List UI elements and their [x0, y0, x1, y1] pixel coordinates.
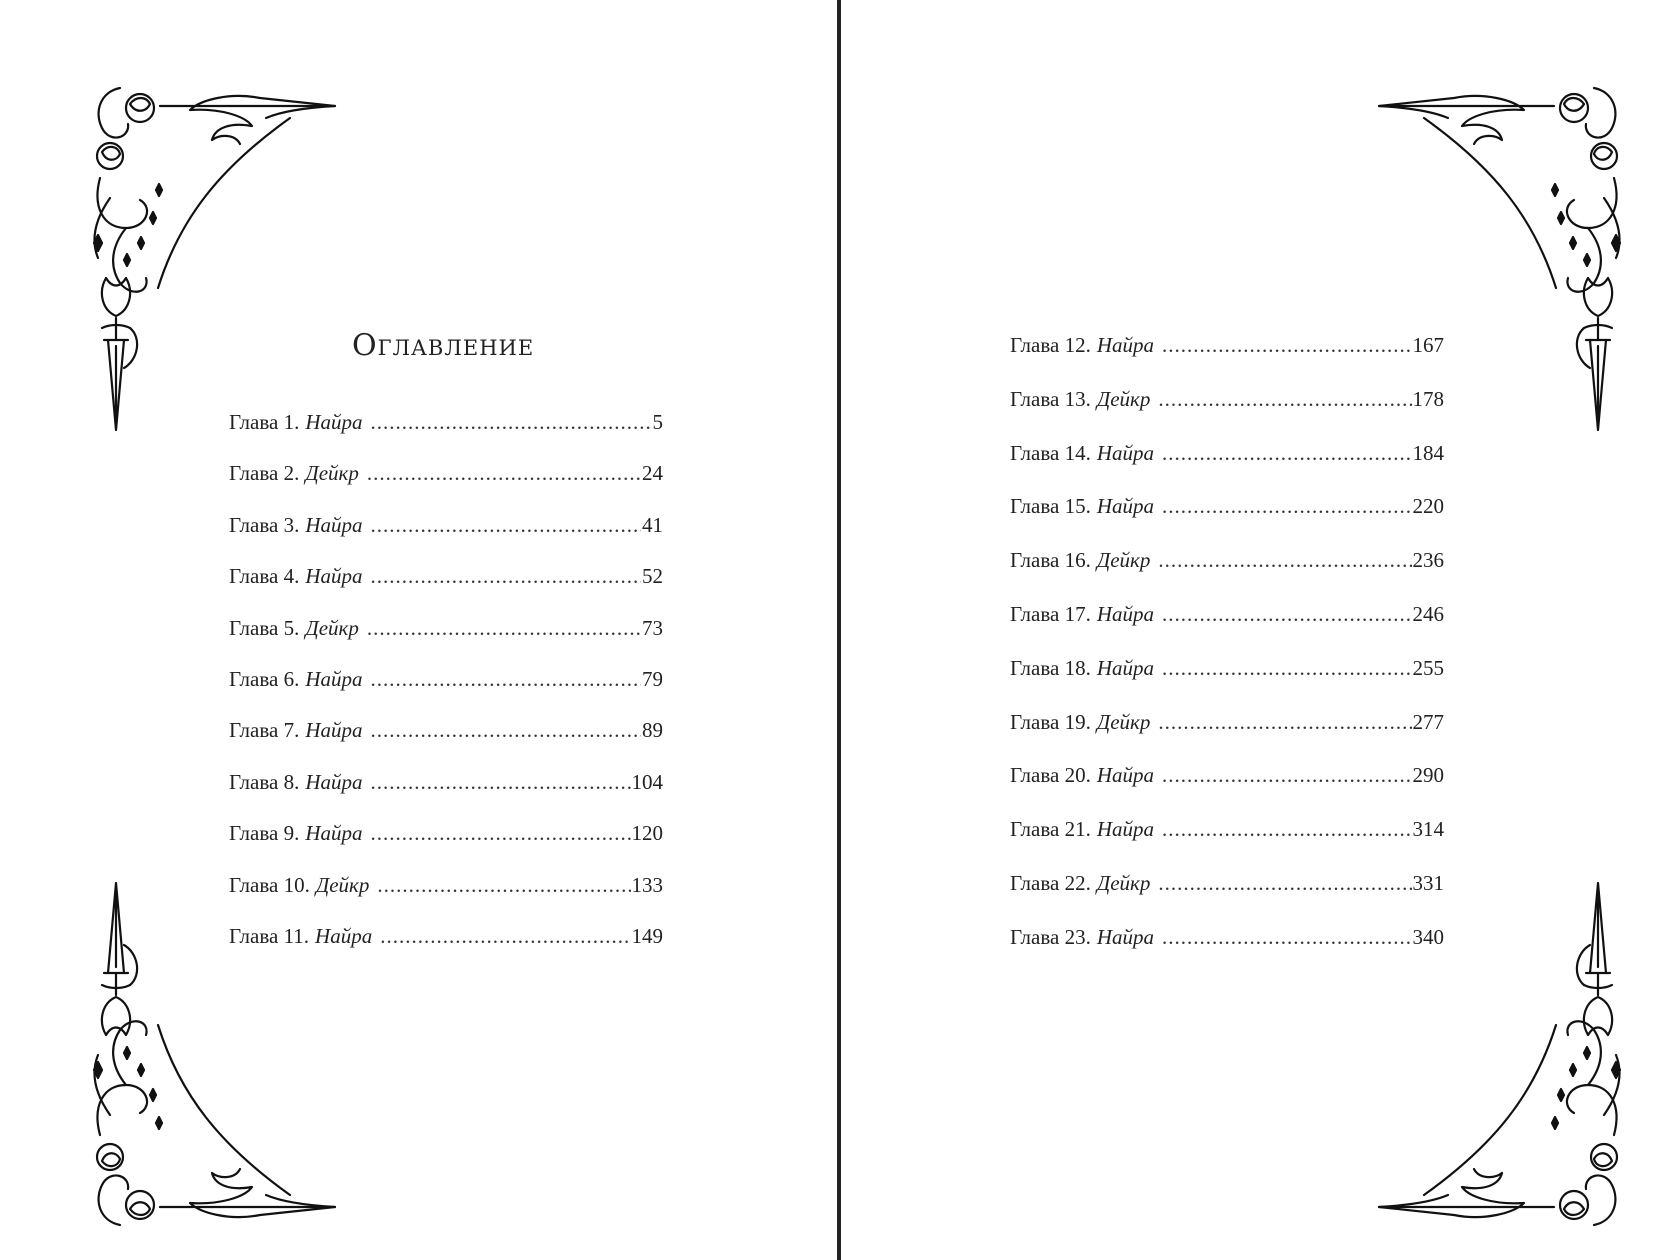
dot-leader — [371, 513, 642, 538]
dot-leader — [1162, 602, 1412, 627]
toc-entry[interactable] — [1010, 656, 1444, 710]
chapter-narrator: Дейкр — [1096, 870, 1151, 895]
chapter-narrator: Найра — [1096, 924, 1154, 949]
page-number: 52 — [642, 564, 663, 589]
page-number: 236 — [1412, 548, 1444, 573]
page-number: 73 — [642, 615, 663, 640]
dot-leader — [1162, 763, 1412, 788]
chapter-narrator: Найра — [1096, 763, 1154, 788]
toc-entry[interactable] — [1010, 763, 1444, 817]
chapter-narrator: Найра — [1096, 601, 1154, 626]
page-number: 104 — [631, 769, 663, 794]
chapter-narrator: Дейкр — [1096, 548, 1151, 573]
toc-entry[interactable] — [229, 410, 663, 461]
toc-entry[interactable] — [229, 821, 663, 872]
chapter-label: Глава 12. — [1010, 333, 1091, 357]
chapter-narrator: Дейкр — [315, 872, 370, 897]
toc-entry[interactable] — [1010, 333, 1444, 387]
page-number: 41 — [642, 512, 663, 537]
chapter-narrator: Найра — [1096, 494, 1154, 519]
chapter-narrator: Найра — [305, 718, 363, 743]
chapter-label: Глава 22. — [1010, 870, 1091, 895]
toc-entry[interactable] — [1010, 871, 1444, 925]
chapter-label: Глава 14. — [1010, 440, 1091, 465]
left-page — [0, 0, 838, 1260]
dot-leader — [371, 410, 652, 435]
toc-entry[interactable] — [229, 924, 663, 975]
chapter-label: Глава 11. — [229, 923, 310, 948]
chapter-narrator: Дейкр — [305, 461, 359, 486]
chapter-narrator: Найра — [1096, 333, 1154, 357]
page-number: 79 — [642, 666, 663, 691]
toc-entry[interactable] — [229, 513, 663, 564]
page-gutter — [837, 0, 841, 1260]
page-number: 220 — [1412, 494, 1444, 519]
chapter-label: Глава 18. — [1010, 655, 1091, 680]
chapter-narrator: Найра — [305, 410, 363, 434]
page-number: 178 — [1412, 386, 1444, 411]
dot-leader — [1162, 656, 1412, 681]
page-number: 5 — [652, 410, 663, 434]
toc-entry[interactable] — [1010, 602, 1444, 656]
toc-entry[interactable] — [1010, 925, 1444, 979]
page-number: 133 — [631, 872, 663, 897]
chapter-label: Глава 6. — [229, 666, 300, 691]
page-number: 331 — [1412, 870, 1444, 895]
page-number: 314 — [1412, 817, 1444, 842]
chapter-label: Глава 4. — [229, 564, 300, 589]
chapter-narrator: Найра — [1096, 440, 1154, 465]
right-page — [842, 0, 1680, 1260]
chapter-narrator: Дейкр — [305, 615, 359, 640]
dot-leader — [1162, 925, 1412, 950]
chapter-label: Глава 13. — [1010, 386, 1091, 411]
toc-entry[interactable] — [229, 718, 663, 769]
dot-leader — [380, 924, 630, 949]
dot-leader — [1162, 494, 1412, 519]
page-number: 24 — [642, 461, 663, 486]
dot-leader — [367, 616, 641, 641]
chapter-narrator: Найра — [305, 564, 363, 589]
chapter-narrator: Найра — [305, 769, 363, 794]
dot-leader — [377, 873, 630, 898]
toc-entry[interactable] — [1010, 441, 1444, 495]
toc-list-left — [229, 410, 663, 975]
toc-list-right — [1010, 333, 1444, 979]
dot-leader — [1158, 548, 1411, 573]
chapter-label: Глава 7. — [229, 718, 300, 743]
chapter-label: Глава 23. — [1010, 924, 1091, 949]
chapter-label: Глава 20. — [1010, 763, 1091, 788]
dot-leader — [371, 821, 631, 846]
chapter-label: Глава 19. — [1010, 709, 1091, 734]
chapter-narrator: Найра — [1096, 817, 1154, 842]
dot-leader — [1158, 871, 1411, 896]
chapter-label: Глава 2. — [229, 461, 300, 486]
chapter-label: Глава 17. — [1010, 601, 1091, 626]
chapter-label: Глава 9. — [229, 821, 300, 846]
page-number: 89 — [642, 718, 663, 743]
dot-leader — [1162, 817, 1412, 842]
toc-entry[interactable] — [229, 616, 663, 667]
dot-leader — [1162, 333, 1412, 358]
chapter-label: Глава 10. — [229, 872, 310, 897]
page-number: 149 — [631, 923, 663, 948]
page-number: 277 — [1412, 709, 1444, 734]
toc-entry[interactable] — [1010, 494, 1444, 548]
chapter-narrator: Дейкр — [1096, 709, 1151, 734]
chapter-label: Глава 3. — [229, 512, 300, 537]
dot-leader — [1162, 441, 1412, 466]
toc-entry[interactable] — [229, 873, 663, 924]
chapter-label: Глава 8. — [229, 769, 300, 794]
page-number: 340 — [1412, 924, 1444, 949]
chapter-narrator: Найра — [315, 923, 373, 948]
chapter-label: Глава 5. — [229, 615, 300, 640]
chapter-label: Глава 1. — [229, 410, 300, 434]
toc-entry[interactable] — [229, 770, 663, 821]
page-number: 246 — [1412, 601, 1444, 626]
chapter-narrator: Найра — [305, 666, 363, 691]
toc-entry[interactable] — [229, 667, 663, 718]
chapter-narrator: Дейкр — [1096, 386, 1151, 411]
chapter-narrator: Найра — [305, 821, 363, 846]
page-number: 167 — [1412, 333, 1444, 357]
dot-leader — [1158, 710, 1411, 735]
toc-title: Оглавление — [352, 328, 535, 363]
toc-entry[interactable] — [229, 461, 663, 512]
dot-leader — [371, 718, 642, 743]
dot-leader — [371, 667, 642, 692]
page-number: 184 — [1412, 440, 1444, 465]
dot-leader — [367, 461, 641, 486]
toc-entry[interactable] — [1010, 548, 1444, 602]
chapter-label: Глава 15. — [1010, 494, 1091, 519]
page-number: 120 — [631, 821, 663, 846]
toc-entry[interactable] — [1010, 710, 1444, 764]
chapter-narrator: Найра — [1096, 655, 1154, 680]
dot-leader — [371, 564, 642, 589]
toc-entry[interactable] — [229, 564, 663, 615]
dot-leader — [1158, 387, 1411, 412]
page-number: 255 — [1412, 655, 1444, 680]
chapter-label: Глава 16. — [1010, 548, 1091, 573]
toc-entry[interactable] — [1010, 387, 1444, 441]
chapter-label: Глава 21. — [1010, 817, 1091, 842]
chapter-narrator: Найра — [305, 512, 363, 537]
toc-entry[interactable] — [1010, 817, 1444, 871]
dot-leader — [371, 770, 631, 795]
page-number: 290 — [1412, 763, 1444, 788]
